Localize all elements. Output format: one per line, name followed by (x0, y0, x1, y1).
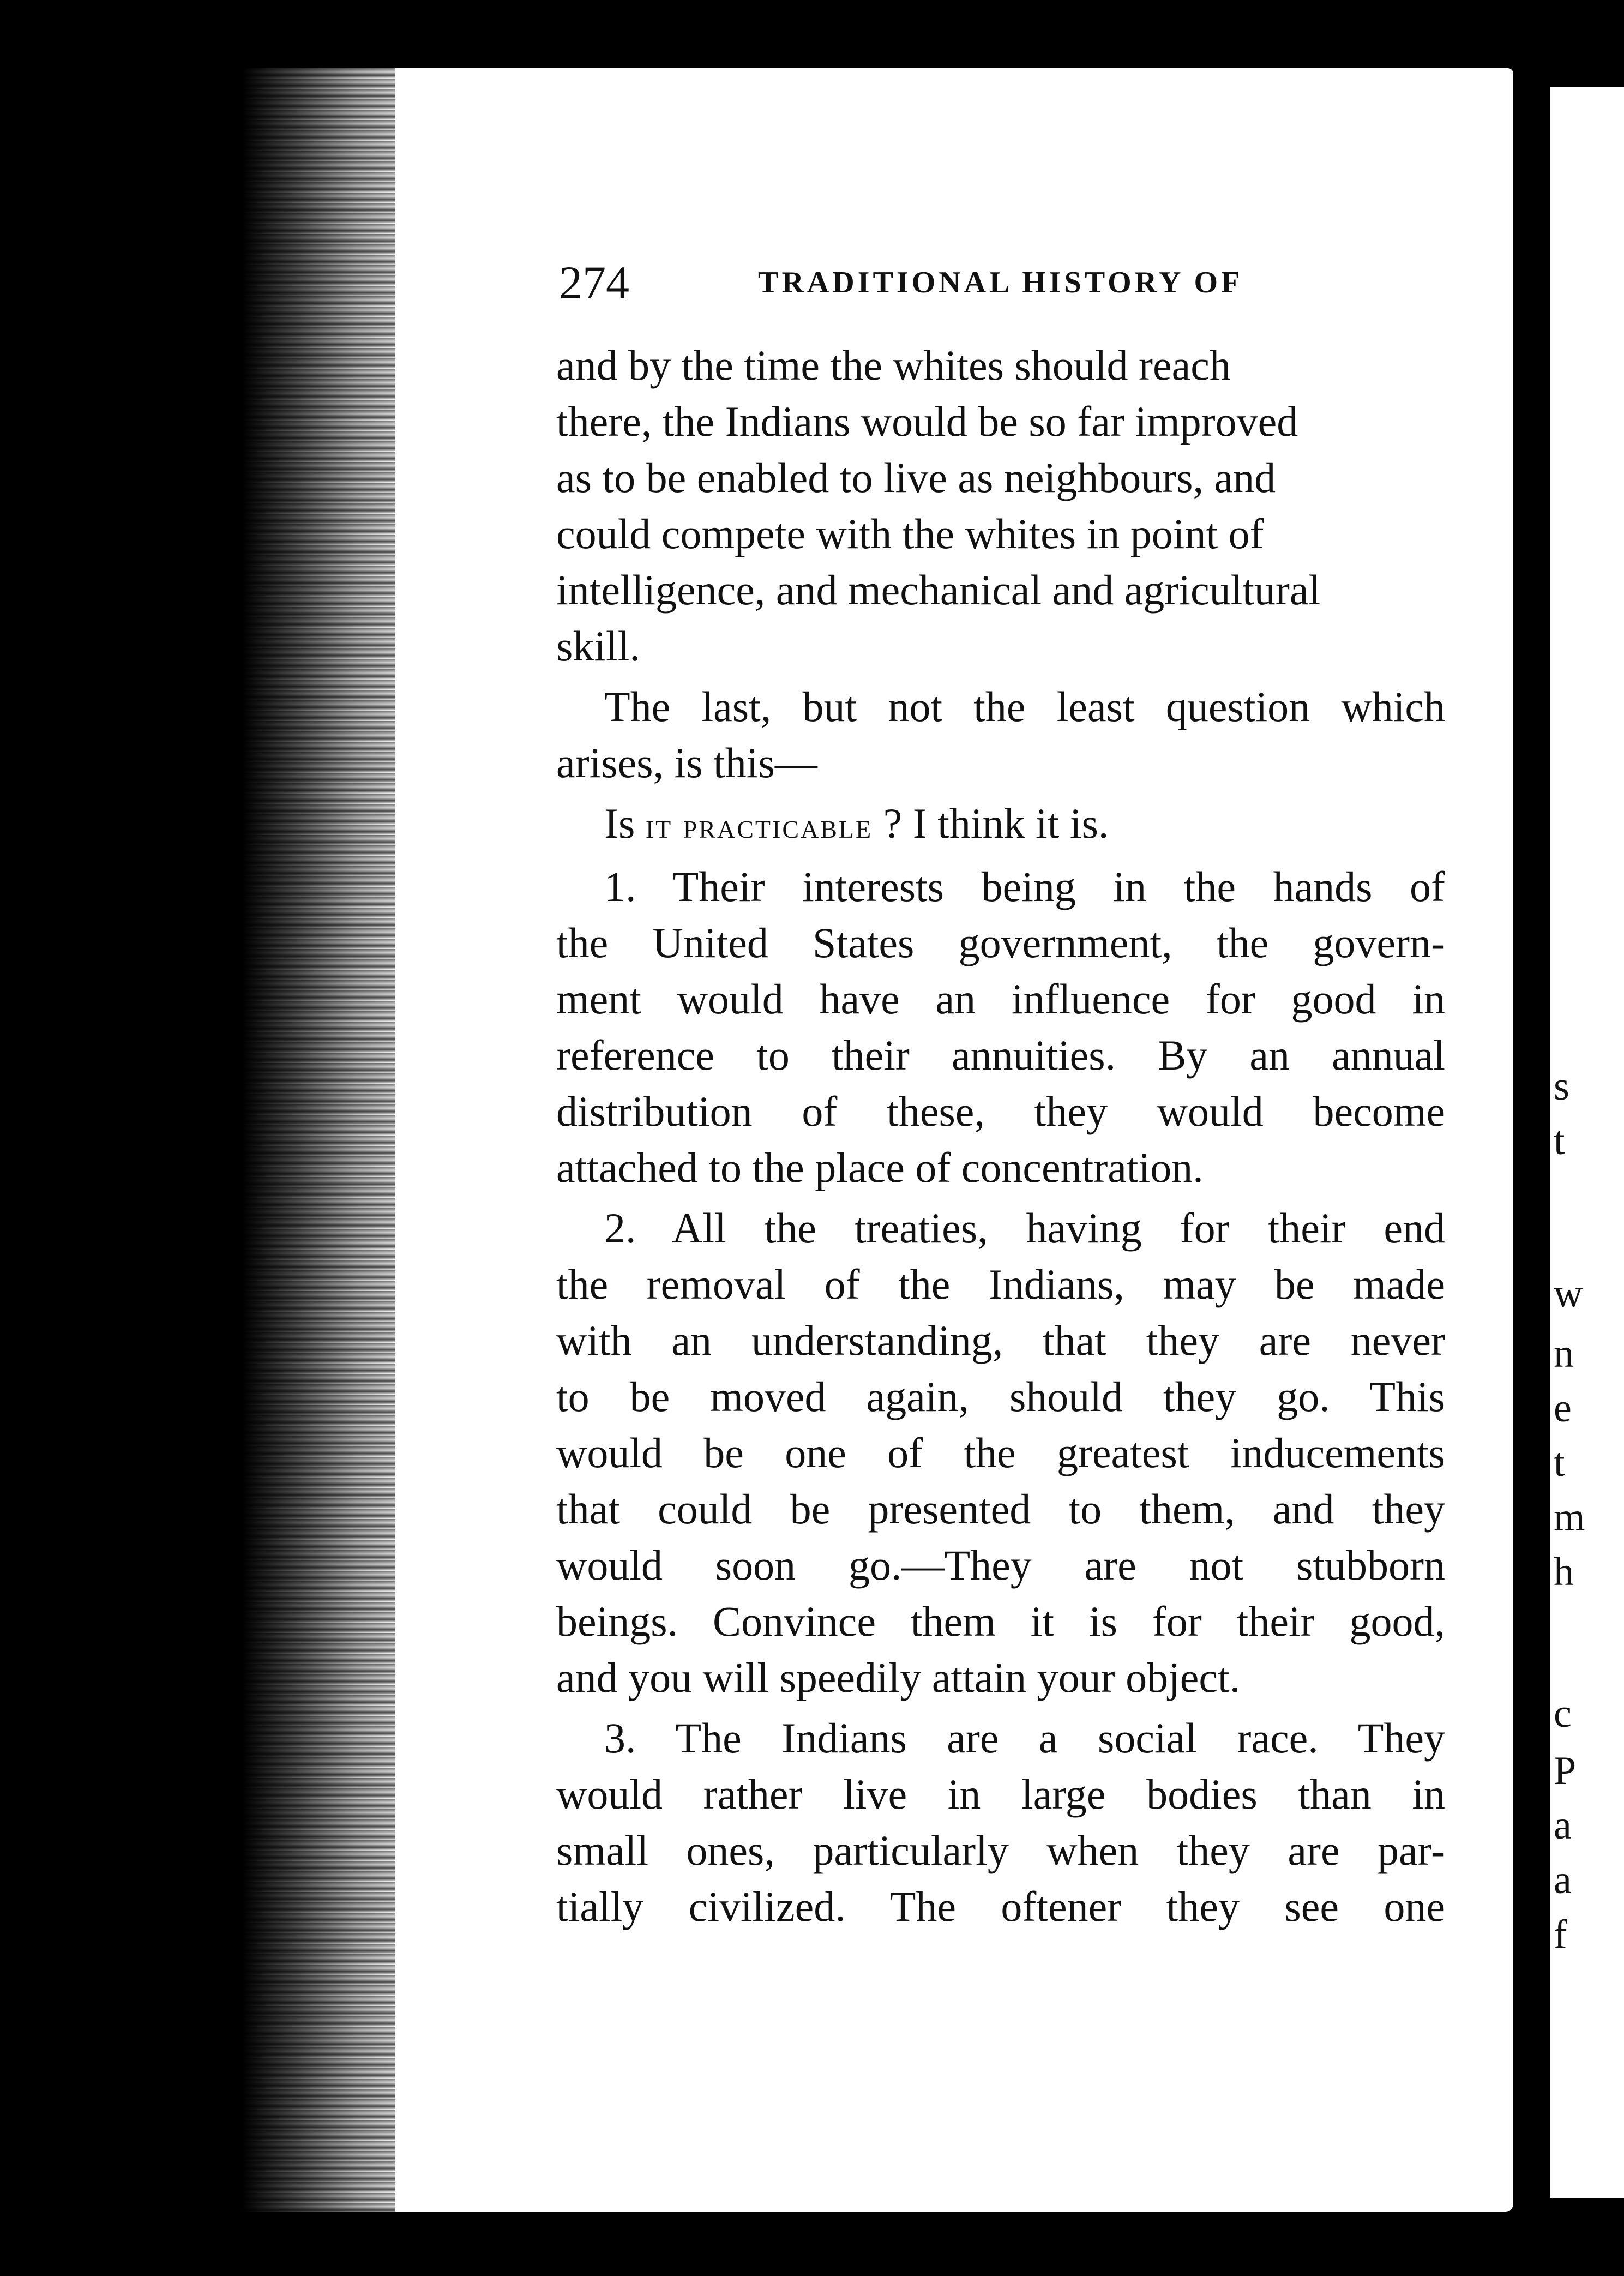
facing-page-fragment: a (1554, 1803, 1572, 1848)
facing-page-fragment: a (1554, 1858, 1572, 1902)
facing-page-fragment: e (1554, 1386, 1572, 1431)
text-line: that could be presented to them, and they (556, 1485, 1445, 1533)
page-gutter-shadow (243, 68, 395, 2212)
text-line: attached to the place of concentration. (556, 1144, 1204, 1191)
text-line: would soon go.—They are not stubborn (556, 1541, 1445, 1589)
facing-page-fragment: m (1554, 1495, 1585, 1540)
text-line: could compete with the whites in point of (556, 510, 1264, 557)
text-line: would rather live in large bodies than in (556, 1770, 1445, 1818)
text-line: intelligence, and mechanical and agricultural (556, 566, 1321, 614)
text-line: skill. (556, 622, 640, 670)
facing-page-fragment: w (1554, 1271, 1583, 1316)
text-line: the United States government, the govern- (556, 919, 1445, 966)
text-line: distribution of these, they would become (556, 1088, 1445, 1135)
text-line: reference to their annuities. By an annual (556, 1031, 1445, 1079)
text-line: 1. Their interests being in the hands of (604, 863, 1445, 910)
paragraph (556, 1200, 1445, 1706)
text-line (556, 795, 1445, 854)
facing-page-fragment: P (1554, 1749, 1577, 1793)
text-line: there, the Indians would be so far improved (556, 398, 1298, 445)
paragraph (556, 678, 1445, 791)
text-line: to be moved again, should they go. This (556, 1373, 1445, 1420)
text-line: ment would have an influence for good in (556, 975, 1445, 1023)
text-line: and you will speedily attain your object. (556, 1654, 1241, 1701)
facing-page-fragment: c (1554, 1691, 1572, 1736)
paragraph (556, 858, 1445, 1196)
text-line: as to be enabled to live as neighbours, and (556, 454, 1276, 501)
text-line: arises, is this— (556, 739, 817, 786)
text-line: would be one of the greatest inducements (556, 1429, 1445, 1476)
text-line: and by the time the whites should reach (556, 341, 1231, 389)
page-number: 274 (559, 256, 629, 309)
text-line: 2. All the treaties, having for their end (604, 1204, 1445, 1252)
paragraph (556, 337, 1445, 674)
text-line: small ones, particularly when they are par- (556, 1827, 1445, 1874)
paragraph (556, 1710, 1445, 1935)
facing-page-edge (1550, 87, 1624, 2198)
facing-page-fragment: t (1554, 1440, 1565, 1485)
text-run: ? I think it is. (873, 800, 1109, 847)
facing-page-fragment: t (1554, 1119, 1565, 1163)
facing-page-fragment: s (1554, 1064, 1569, 1109)
page-header (559, 255, 1442, 315)
text-line: the removal of the Indians, may be made (556, 1260, 1445, 1308)
text-line: tially civilized. The oftener they see one (556, 1883, 1445, 1930)
running-head: TRADITIONAL HISTORY OF (758, 266, 1243, 299)
facing-page-fragment: h (1554, 1550, 1574, 1594)
facing-page-fragment: f (1554, 1912, 1567, 1957)
text-run: Is (604, 800, 646, 847)
page-body (556, 337, 1445, 1939)
paragraph (556, 795, 1445, 854)
text-line: 3. The Indians are a social race. They (604, 1714, 1445, 1762)
text-line: The last, but not the least question which (604, 683, 1445, 730)
text-line: with an understanding, that they are never (556, 1317, 1445, 1364)
small-caps-phrase: it practicable (645, 806, 873, 846)
facing-page-fragment: n (1554, 1331, 1574, 1376)
text-line: beings. Convince them it is for their good, (556, 1598, 1445, 1645)
